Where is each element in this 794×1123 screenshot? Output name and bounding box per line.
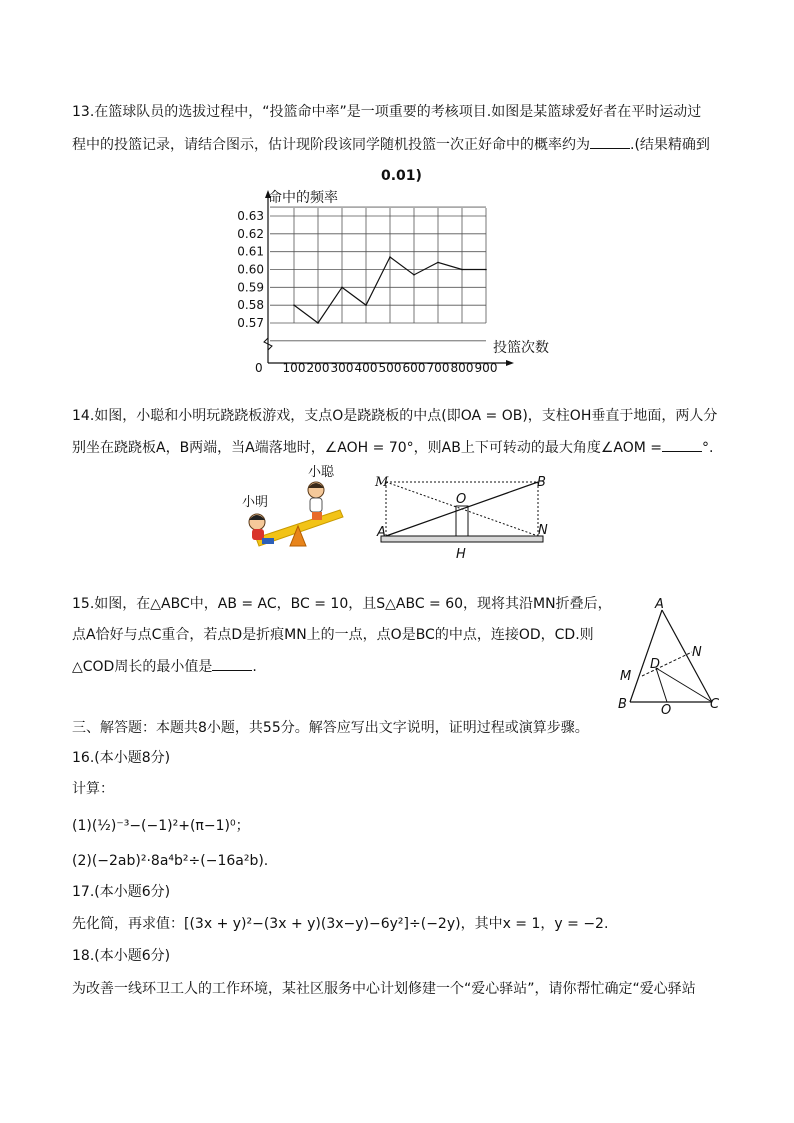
x-tick-label: 600: [402, 361, 426, 375]
point-D: D: [650, 657, 661, 672]
chart-point: [461, 269, 463, 271]
chart-point: [437, 262, 439, 264]
q16-heading: 16.(本小题8分): [72, 750, 171, 766]
y-tick-label: 0.59: [237, 280, 264, 295]
q14-line2-text: 别坐在跷跷板A，B两端，当A端落地时，∠AOH = 70°，则AB上下可转动的最大角度∠AOM =: [72, 440, 662, 456]
section-3-heading: 三、解答题：本题共8小题，共55分。解答应写出文字说明，证明过程或演算步骤。: [72, 720, 589, 736]
q14-answer-blank: [662, 437, 702, 452]
x-axis-arrow: [506, 360, 514, 366]
y-tick-label: 0.62: [237, 226, 264, 241]
q15-line1: 15.如图，在△ABC中，AB = AC，BC = 10，且S△ABC = 60，现将其沿MN折叠后，: [72, 596, 612, 612]
y-tick-label: 0.61: [237, 244, 264, 259]
x-tick-label: 700: [426, 361, 450, 375]
triangle-figure: [612, 596, 732, 716]
point-O: O: [456, 492, 467, 507]
kid-cong-legs: [312, 512, 322, 520]
x-tick-label: 100: [282, 361, 306, 375]
chart-grid: [270, 207, 486, 341]
q17-heading: 17.(本小题6分): [72, 884, 171, 900]
point-B: B: [537, 475, 546, 490]
x-tick-label: 800: [450, 361, 474, 375]
q15-line3-tail: .: [252, 659, 257, 675]
y-tick-label: 0.60: [237, 262, 264, 277]
point-M: M: [375, 475, 389, 490]
point-C: C: [710, 697, 720, 712]
segment-CD: [656, 668, 712, 702]
y-tick-label: 0.63: [237, 209, 264, 223]
q14-line2-tail: °.: [701, 440, 714, 456]
q16-item1: (1)(½)⁻³−(−1)²+(π−1)⁰；: [72, 818, 250, 834]
chart-point: [389, 256, 391, 258]
q18-heading: 18.(本小题6分): [72, 948, 171, 964]
point-A: A: [377, 525, 386, 540]
point-N: N: [538, 523, 548, 538]
side-AC: [662, 610, 712, 702]
y-tick-label: 0.57: [237, 316, 264, 330]
point-M: M: [620, 669, 632, 684]
seesaw-geometry-figure: [372, 468, 552, 568]
seesaw-illustration: [240, 458, 350, 553]
chart-point: [413, 274, 415, 276]
q17-body: 先化简，再求值：[(3x + y)²−(3x + y)(3x−y)−6y²]÷(−2y)，其中x = 1，y = −2.: [72, 916, 609, 932]
q15-line3-text: △COD周长的最小值是: [72, 659, 213, 675]
q13-line2: [72, 134, 710, 155]
q15-line3: [72, 656, 257, 677]
ground: [381, 536, 543, 542]
kid-ming-legs: [262, 538, 274, 544]
q13-answer-blank: [590, 134, 630, 149]
chart-xlabel: 投篮次数: [493, 340, 549, 356]
y-tick-label: 0.58: [237, 298, 264, 313]
chart-point: [485, 269, 487, 271]
q15-line2: 点A恰好与点C重合，若点D是折痕MN上的一点，点O是BC的中点，连接OD，CD.则: [72, 627, 594, 643]
x-tick-label: 300: [330, 361, 354, 375]
label-xiaoming: 小明: [242, 495, 269, 510]
chart-ylabel: 命中的频率: [268, 190, 338, 206]
chart-point: [293, 304, 295, 306]
chart-x-ticks: [283, 361, 498, 375]
x-tick-label: 400: [354, 361, 378, 375]
kid-cong-body: [310, 498, 322, 512]
chart-point: [365, 304, 367, 306]
point-H: H: [456, 547, 466, 562]
frequency-chart: [230, 188, 550, 378]
label-xiaocong: 小聪: [308, 465, 335, 480]
x-tick-label: 500: [378, 361, 402, 375]
q16-calc: 计算：: [72, 781, 114, 797]
q13-line2-tail: .(结果精确到: [630, 137, 710, 153]
point-A: A: [655, 597, 664, 612]
q16-item2: (2)(−2ab)²·8a⁴b²÷(−16a²b).: [72, 853, 269, 869]
chart-point: [317, 322, 319, 324]
point-B: B: [618, 697, 627, 712]
x-tick-label: 200: [306, 361, 330, 375]
chart-point: [341, 287, 343, 289]
q13-line3: 0.01): [381, 168, 422, 184]
chart-y-ticks: [237, 209, 264, 330]
point-O: O: [661, 703, 672, 716]
q13-line1: 13.在篮球队员的选拔过程中，“投篮命中率”是一项重要的考核项目.如图是某篮球爱好者在平时运动过: [72, 104, 702, 120]
q18-body: 为改善一线环卫工人的工作环境，某社区服务中心计划修建一个“爱心驿站”，请你帮忙确定“爱心驿站: [72, 981, 696, 997]
q14-line2: [72, 437, 713, 458]
q15-answer-blank: [212, 656, 252, 671]
x-tick-label: 900: [474, 361, 498, 375]
chart-origin-label: 0: [255, 361, 263, 375]
point-N: N: [692, 645, 702, 660]
q13-line2-text: 程中的投篮记录，请结合图示，估计现阶段该同学随机投篮一次正好命中的概率约为: [72, 137, 590, 153]
side-AB: [630, 610, 662, 702]
q14-line1: 14.如图，小聪和小明玩跷跷板游戏，支点O是跷跷板的中点(即OA = OB)，支柱OH垂直于地面，两人分: [72, 408, 718, 424]
